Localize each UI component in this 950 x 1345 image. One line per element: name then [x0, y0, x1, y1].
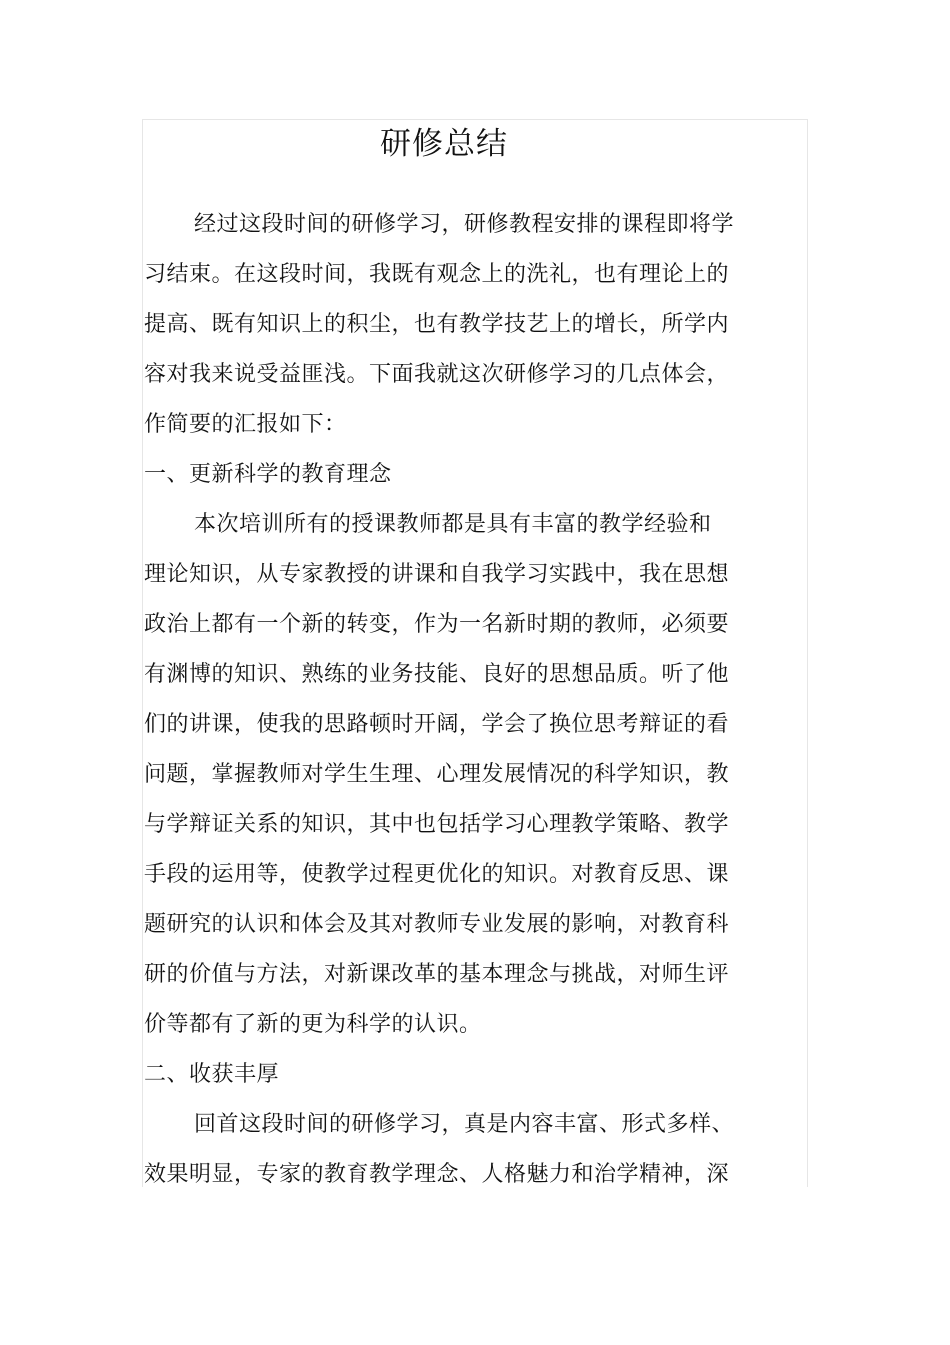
text-line: 习结束。在这段时间，我既有观念上的洗礼，也有理论上的: [144, 262, 730, 287]
text-line: 价等都有了新的更为科学的认识。: [144, 1012, 482, 1037]
text-line: 题研究的认识和体会及其对教师专业发展的影响，对教育科: [144, 912, 730, 937]
document-text: [144, 200, 744, 1200]
text-line: 政治上都有一个新的转变，作为一名新时期的教师，必须要: [144, 612, 730, 637]
text-line: 容对我来说受益匪浅。下面我就这次研修学习的几点体会，: [144, 362, 730, 387]
text-line: 二、收获丰厚: [144, 1062, 280, 1087]
text-line: 们的讲课，使我的思路顿时开阔，学会了换位思考辩证的看: [144, 712, 730, 737]
text-line: 效果明显，专家的教育教学理念、人格魅力和治学精神，深: [144, 1162, 730, 1187]
text-line: 手段的运用等，使教学过程更优化的知识。对教育反思、课: [144, 862, 730, 887]
text-line: 经过这段时间的研修学习，研修教程安排的课程即将学: [194, 212, 735, 237]
text-line: 本次培训所有的授课教师都是具有丰富的教学经验和: [194, 512, 712, 537]
text-line: 有渊博的知识、熟练的业务技能、良好的思想品质。听了他: [144, 662, 730, 687]
text-line: 一、更新科学的教育理念: [144, 462, 392, 487]
text-line: 研的价值与方法，对新课改革的基本理念与挑战，对师生评: [144, 962, 730, 987]
document-body: [144, 124, 744, 1200]
document-title: 研修总结: [380, 126, 508, 162]
text-line: 问题，掌握教师对学生生理、心理发展情况的科学知识，教: [144, 762, 730, 787]
text-line: 与学辩证关系的知识，其中也包括学习心理教学策略、教学: [144, 812, 730, 837]
text-line: 提高、既有知识上的积尘，也有教学技艺上的增长，所学内: [144, 312, 730, 337]
text-line: 理论知识，从专家教授的讲课和自我学习实践中，我在思想: [144, 562, 730, 587]
text-line: 回首这段时间的研修学习，真是内容丰富、形式多样、: [194, 1112, 735, 1137]
text-line: 作简要的汇报如下：: [144, 412, 347, 437]
